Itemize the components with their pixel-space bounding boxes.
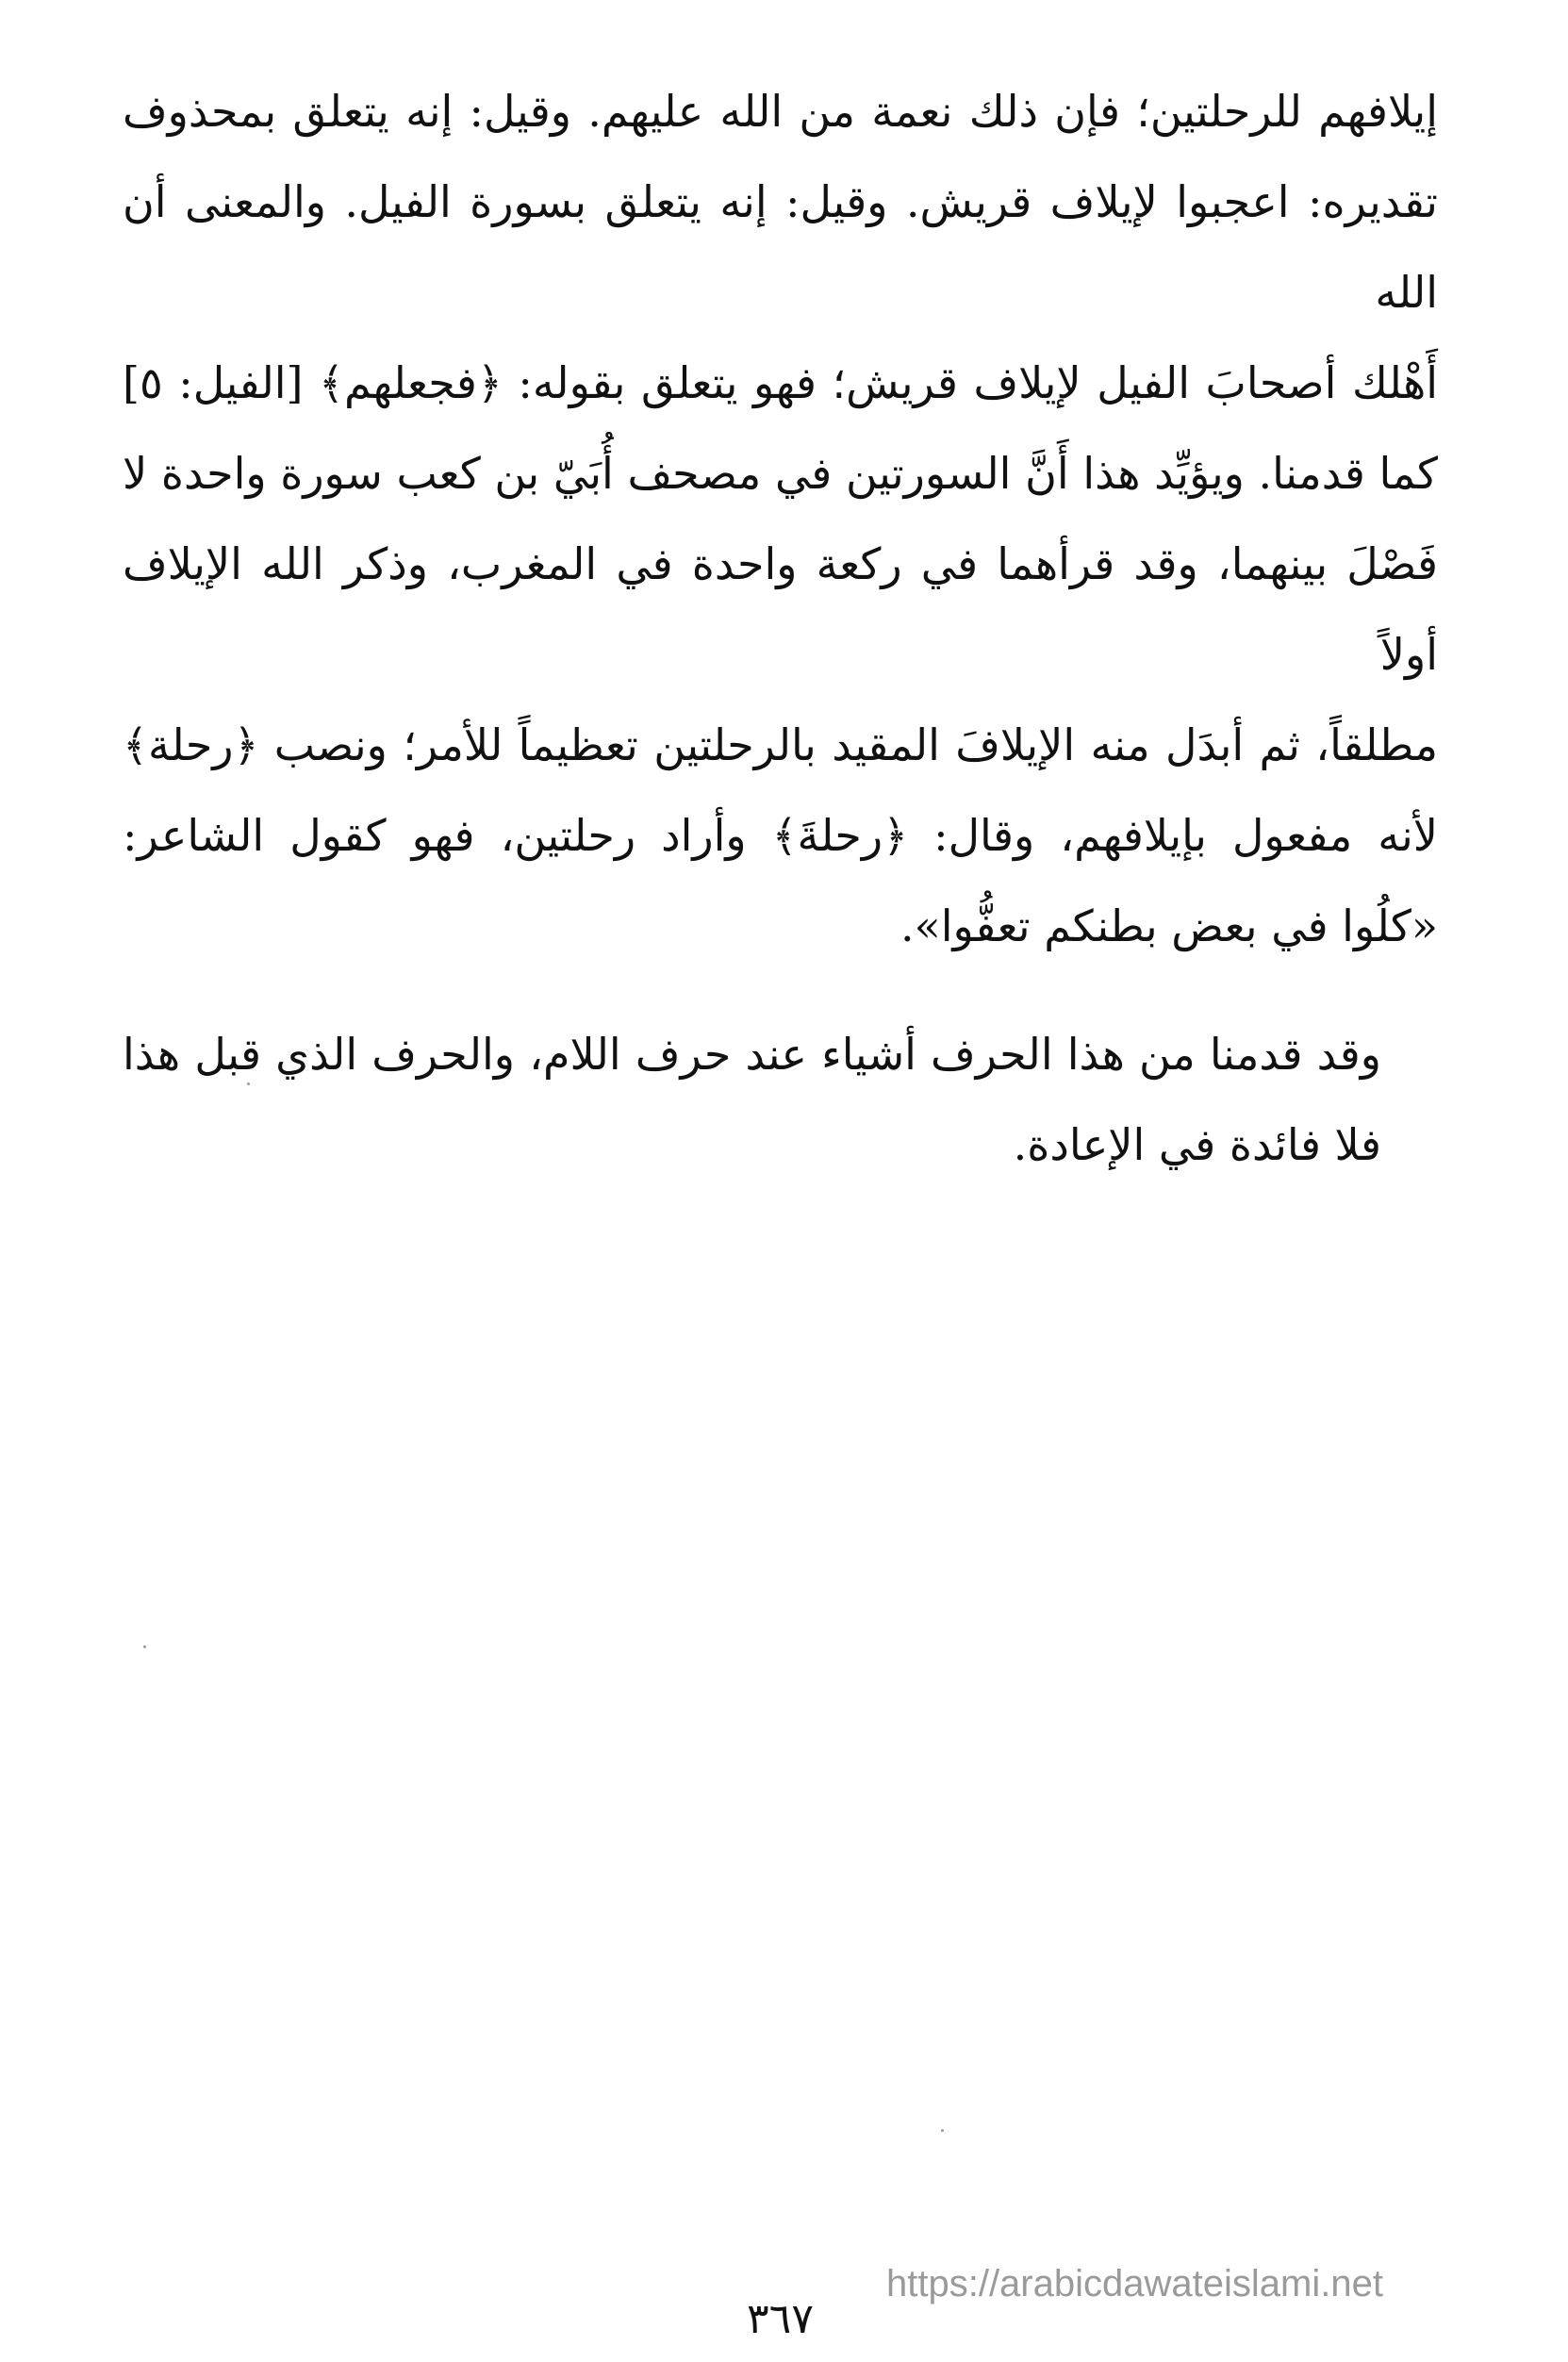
text-line: كما قدمنا. ويؤيِّد هذا أَنَّ السورتين في مصحف أُبَيّ بن كعب سورة واحدة لا <box>123 448 1438 499</box>
paragraph-1 <box>123 66 1438 971</box>
page-number: ٣٦٧ <box>747 2295 814 2343</box>
scan-speck <box>143 1645 146 1648</box>
scan-speck <box>941 2129 944 2132</box>
paragraph-2 <box>123 1009 1438 1190</box>
page-body <box>123 66 1438 2343</box>
text-line: تقديره: اعجبوا لإيلاف قريش. وقيل: إنه يتعلق بسورة الفيل. والمعنى أن الله <box>123 176 1438 318</box>
scan-speck <box>247 1082 250 1085</box>
watermark-url: https://arabicdawateislami.net <box>886 2263 1383 2304</box>
text-line: وقد قدمنا من هذا الحرف أشياء عند حرف اللام، والحرف الذي قبل هذا <box>123 1029 1381 1080</box>
text-line: «كلُوا في بعض بطنكم تعفُّوا». <box>900 900 1438 951</box>
text-line: إيلافهم للرحلتين؛ فإن ذلك نعمة من الله عليهم. وقيل: إنه يتعلق بمحذوف <box>123 86 1438 137</box>
text-line: فَصْلَ بينهما، وقد قرأهما في ركعة واحدة في المغرب، وذكر الله الإيلاف أولاً <box>123 538 1438 680</box>
text-line: مطلقاً، ثم أبدَل منه الإيلافَ المقيد بالرحلتين تعظيماً للأمر؛ ونصب ﴿رحلة﴾ <box>123 719 1438 770</box>
text-line: لأنه مفعول بإيلافهم، وقال: ﴿رحلةَ﴾ وأراد رحلتين، فهو كقول الشاعر: <box>123 810 1438 861</box>
text-line: فلا فائدة في الإعادة. <box>1013 1119 1381 1170</box>
text-line: أَهْلك أصحابَ الفيل لإيلاف قريش؛ فهو يتعلق بقوله: ﴿فجعلهم﴾ [الفيل: ٥] <box>123 357 1438 408</box>
